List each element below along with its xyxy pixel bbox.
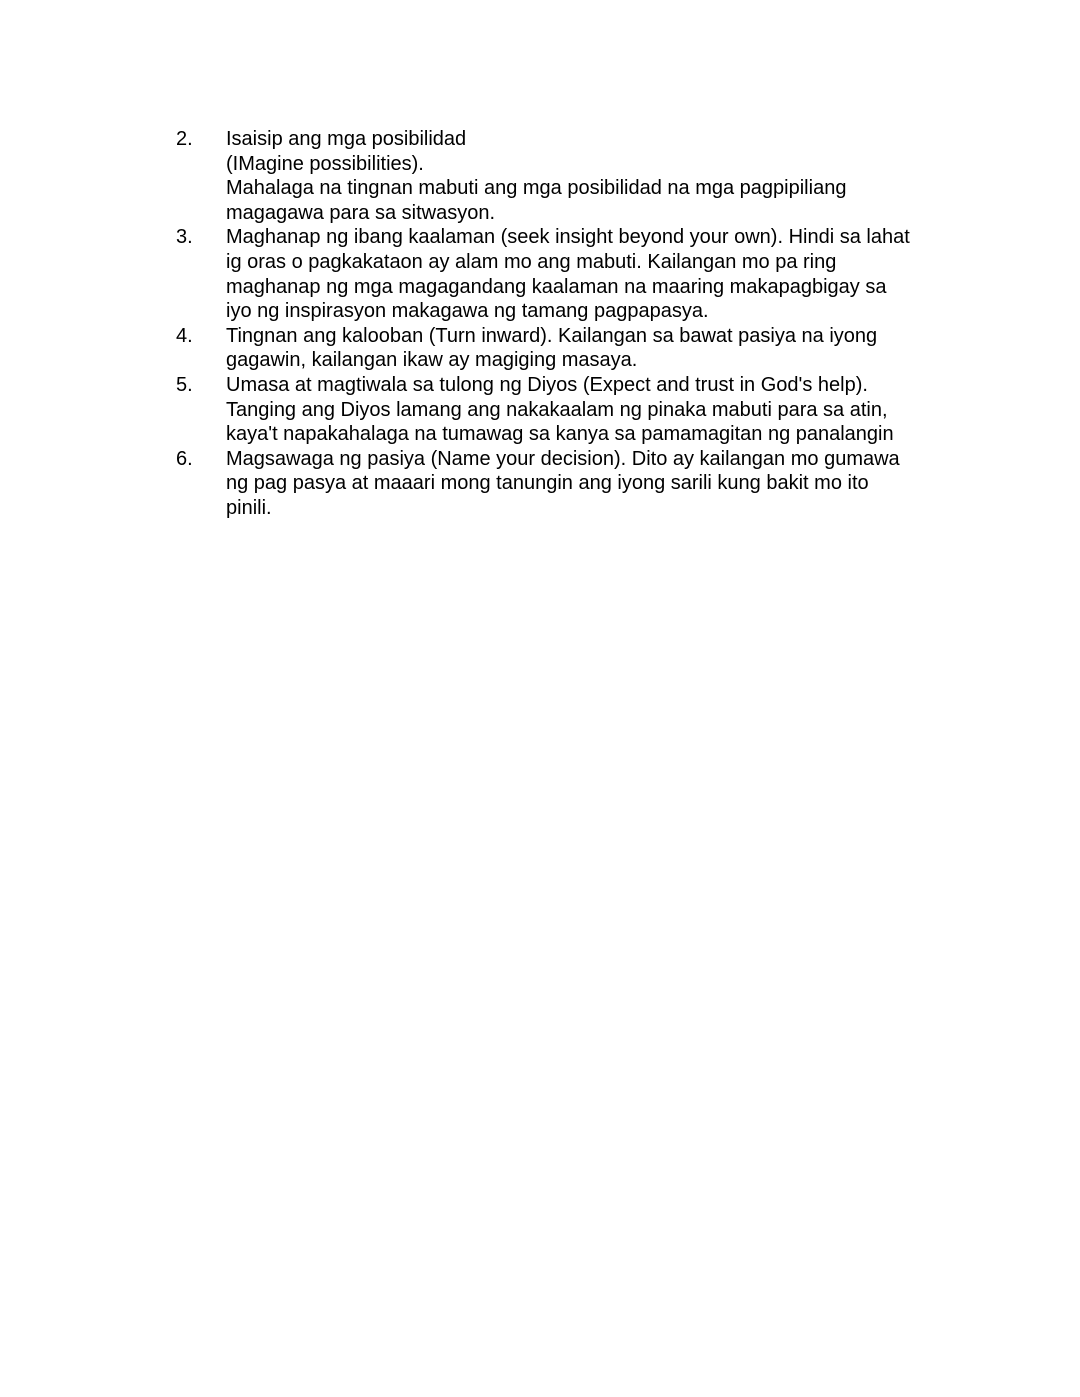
text-line: Tanging ang Diyos lamang ang nakakaalam ng pinaka mabuti para sa atin, — [226, 398, 888, 421]
text-line: Mahalaga na tingnan mabuti ang mga posibilidad na mga pagpipiliang — [226, 177, 847, 200]
list-item-number: 5. — [176, 373, 193, 396]
list-item-text — [226, 373, 966, 447]
text-line: Isaisip ang mga posibilidad — [226, 128, 467, 150]
text-line: Umasa at magtiwala sa tulong ng Diyos (Expect and trust in God's help). — [226, 373, 868, 396]
list-item-number: 2. — [176, 128, 193, 150]
text-line: maghanap ng mga magagandang kaalaman na maaring makapagbigay sa — [226, 275, 887, 298]
list-item — [176, 324, 966, 373]
list-item-text — [226, 324, 966, 373]
numbered-list — [176, 127, 966, 521]
list-item — [176, 225, 966, 323]
text-line: Magsawaga ng pasiya (Name your decision). Dito ay kailangan mo gumawa — [226, 447, 900, 470]
list-item-number: 6. — [176, 447, 193, 470]
list-item-text — [226, 225, 966, 323]
list-item — [176, 373, 966, 447]
list-item-text — [226, 447, 966, 521]
text-line: iyo ng inspirasyon makagawa ng tamang pagpapasya. — [226, 300, 709, 323]
text-line: kaya't napakahalaga na tumawag sa kanya sa pamamagitan ng panalangin — [226, 423, 894, 446]
text-line: Tingnan ang kalooban (Turn inward). Kailangan sa bawat pasiya na iyong — [226, 324, 878, 347]
text-line: magagawa para sa sitwasyon. — [226, 201, 496, 224]
list-item — [176, 127, 966, 225]
text-line: pinili. — [226, 496, 272, 519]
list-item — [176, 447, 966, 521]
text-line: Maghanap ng ibang kaalaman (seek insight beyond your own). Hindi sa lahat — [226, 226, 910, 249]
text-line: (IMagine possibilities). — [226, 152, 424, 175]
text-line: gagawin, kailangan ikaw ay magiging masaya. — [226, 349, 638, 372]
text-line: ng pag pasya at maaari mong tanungin ang iyong sarili kung bakit mo ito — [226, 472, 869, 495]
list-item-text — [226, 127, 966, 225]
text-line: ig oras o pagkakataon ay alam mo ang mabuti. Kailangan mo pa ring — [226, 250, 837, 273]
list-item-number: 4. — [176, 324, 193, 347]
list-item-number: 3. — [176, 226, 193, 249]
